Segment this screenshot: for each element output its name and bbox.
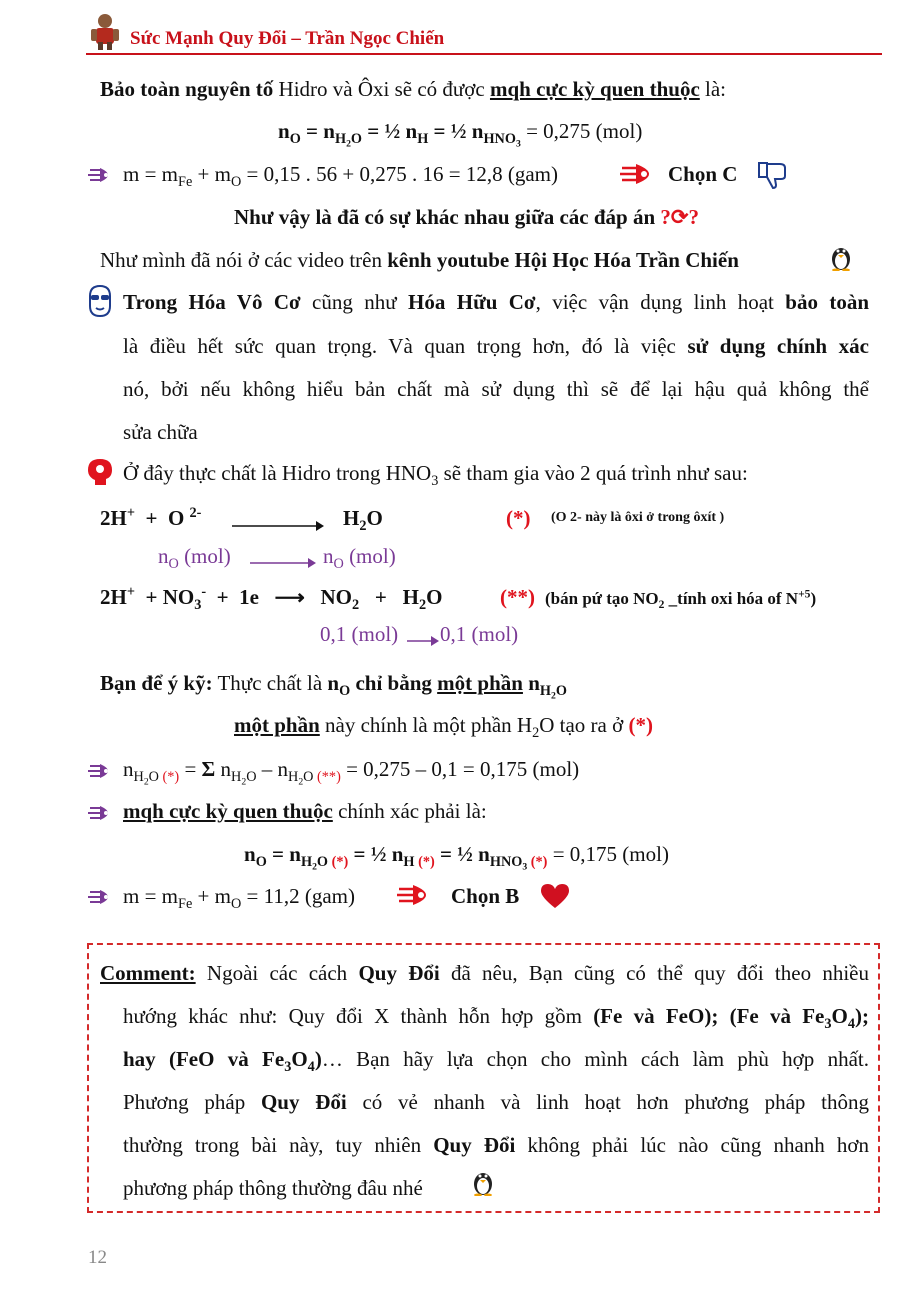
penguin-icon (470, 1168, 496, 1202)
difference-line: Như vậy là đã có sự khác nhau giữa các đáp án ?⟳? (234, 205, 699, 229)
mqh-line: mqh cực kỳ quen thuộc chính xác phải là: (123, 799, 487, 823)
mass-calc-2: $m = m_{Fe} + m_O = 11,2$ (gam) (123, 884, 356, 912)
conservation-line: Bảo toàn nguyên tố Hidro và Ôxi sẽ có được mqh cực kỳ quen thuộc là: (100, 77, 727, 101)
heart-icon (539, 883, 571, 915)
reaction-arrow-1 (232, 513, 324, 538)
mol-arrow-2 (407, 628, 439, 653)
reaction-1: 2H+ + O $^{2-}$ (100, 505, 202, 530)
mol-line-2: 0,1 (mol) (320, 622, 399, 646)
paragraph-1-line-1: Trong Hóa Vô Cơ cũng như Hóa Hữu Cơ, việc vận dụng linh hoạt bảo toàn (123, 290, 870, 314)
arrow-red-icon (397, 883, 439, 913)
rocket-bullet-icon (88, 165, 118, 190)
paragraph-1-line-4: sửa chữa (123, 420, 198, 444)
mol-line-1: $n_O$ (mol) (158, 544, 231, 572)
page-number: 12 (88, 1247, 107, 1268)
comment-line-3: hay (FeO và $Fe_3O_4)\dots$ Bạn hãy lựa chọn cho mình cách làm phù hợp nhất. (123, 1047, 869, 1075)
paragraph-1-line-2: là điều hết sức quan trọng. Và quan trọng hơn, đó là việc sử dụng chính xác (123, 334, 870, 358)
channel-line: Như mình đã nói ở các video trên kênh youtube Hội Học Hóa Trần Chiến (100, 248, 739, 272)
reaction-2: $2H^+ + NO_3^- + 1e$ ⟶ $NO_2 + H_2O$ (100, 584, 443, 613)
rocket-bullet-icon (88, 887, 118, 912)
comment-line-2: hướng khác như: Quy đổi X thành hỗn hợp gồm (Fe và FeO); (Fe và $Fe_3O_4$); (123, 1004, 869, 1032)
header-title: Sức Mạnh Quy Đổi – Trần Ngọc Chiến (130, 28, 445, 49)
choice-b: Chọn B (451, 884, 520, 908)
attention-line-2: một phần này chính là một phần $H_2O$ tạo ra ở (*) (234, 713, 653, 741)
reaction-1-star: (*) (506, 506, 531, 530)
mol-line-1-product: $n_O$ (mol) (323, 544, 396, 572)
comment-line-5: thường trong bài này, tuy nhiên Quy Đổi không phải lúc nào cũng nhanh hơn (123, 1133, 869, 1157)
refresh-icon: ⟳ (670, 205, 689, 229)
comment-line-4: Phương pháp Quy Đổi có vẻ nhanh và linh hoạt hơn phương pháp thông (123, 1090, 869, 1114)
thumbs-down-icon (756, 160, 788, 196)
reaction-2-star: (**) (500, 585, 535, 609)
brain-icon (86, 457, 114, 493)
penguin-icon (828, 243, 854, 277)
arrow-red-icon (620, 162, 662, 192)
header-divider (86, 53, 882, 55)
mass-calc-1: $m = m_{Fe} + m_O = 0,15$ . 56 + 0,275 . 16 = 12,8 (gam) (123, 162, 558, 190)
mol-arrow-1 (250, 550, 316, 575)
rocket-bullet-icon (88, 803, 118, 828)
reaction-1-note: (O 2- này là ôxi ở trong ôxít ) (551, 510, 725, 525)
comment-line-1: Comment: Ngoài các cách Quy Đổi đã nêu, Bạn cũng có thể quy đổi theo nhiều (100, 961, 869, 985)
equation-1: $n_O = n_{H_2O}$ = ½ $n_H$ = ½ $n_{HNO_3} = 0,275$ (mol) (278, 119, 643, 150)
mol-line-2-product: 0,1 (mol) (440, 622, 519, 646)
paragraph-2: Ở đây thực chất là Hidro trong $HNO_3$ sẽ tham gia vào 2 quá trình như sau: (123, 461, 748, 489)
rocket-bullet-icon (88, 761, 118, 786)
water-calc: $n_{H_2O (*)} = \Sigma$ $n_{H_2O} - n_{H_2O (**)} = 0,275 - 0,1 = 0,175$ (mol) (123, 757, 580, 788)
paragraph-1-line-3: nó, bởi nếu không hiểu bản chất mà sử dụng thì sẽ để lại hậu quả không thể (123, 377, 869, 401)
sunglasses-face-icon (86, 284, 114, 324)
reaction-1-product: $H_2O$ (343, 506, 383, 534)
choice-c: Chọn C (668, 162, 738, 186)
author-avatar (88, 12, 122, 50)
attention-line: Bạn để ý kỹ: Thực chất là $n_O$ chỉ bằng một phần $n_{H_2O}$ (100, 671, 567, 702)
comment-line-6: phương pháp thông thường đâu nhé (123, 1176, 423, 1200)
reaction-2-note: (bán pứ tạo $NO_2$ _tính oxi hóa of $N^{+5}$) (545, 587, 817, 612)
equation-2: $n_O = n_{H_2O (*)}$ = ½ $n_{H (*)}$ = ½ $n_{HNO_3 (*)} = 0,175$ (mol) (244, 842, 669, 873)
